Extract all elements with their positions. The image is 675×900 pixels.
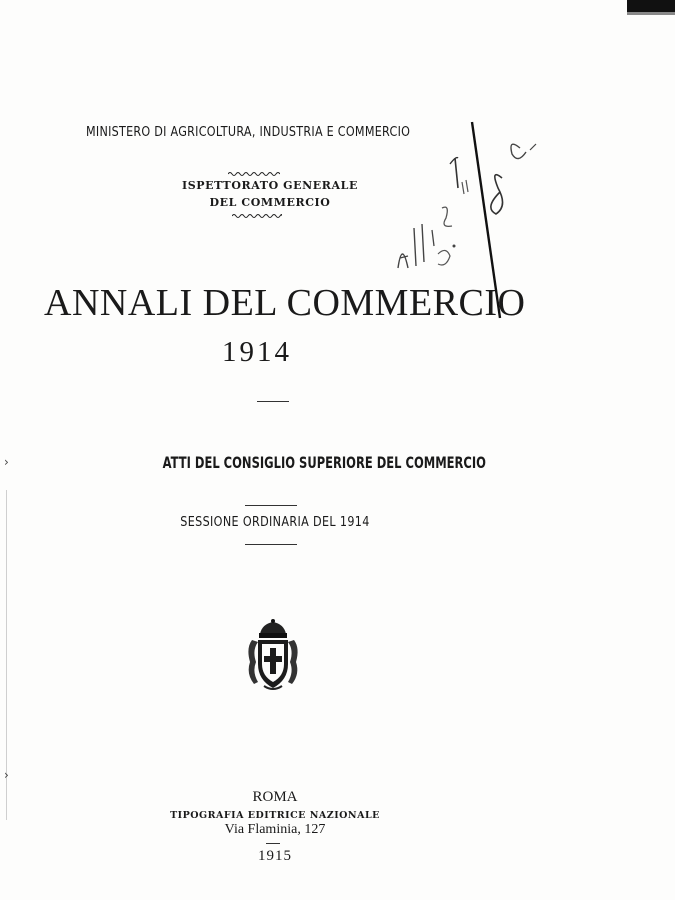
printer-name: TIPOGRAFIA EDITRICE NAZIONALE bbox=[170, 810, 380, 821]
acts-heading: ATTI DEL CONSIGLIO SUPERIORE DEL COMMERCIO bbox=[162, 453, 486, 472]
handwritten-note bbox=[380, 118, 540, 328]
divider-rule bbox=[257, 401, 289, 402]
inspectorate-line-2: DEL COMMERCIO bbox=[209, 196, 331, 209]
divider-rule bbox=[245, 505, 297, 506]
royal-coat-of-arms-icon bbox=[244, 618, 302, 692]
printer-address: Via Flaminia, 127 bbox=[224, 822, 326, 837]
inspectorate-line-1: ISPETTORATO GENERALE bbox=[182, 179, 358, 192]
margin-speck: › bbox=[4, 455, 9, 469]
wavy-divider bbox=[232, 212, 282, 220]
volume-year: 1914 bbox=[222, 336, 292, 368]
ministry-heading: MINISTERO DI AGRICOLTURA, INDUSTRIA E COMMERCIO bbox=[86, 125, 411, 140]
publication-year: 1915 bbox=[258, 848, 292, 864]
divider-rule bbox=[266, 843, 280, 844]
scan-corner-shadow bbox=[627, 12, 675, 15]
scan-corner-mark bbox=[627, 0, 675, 12]
session-heading: SESSIONE ORDINARIA DEL 1914 bbox=[180, 515, 370, 530]
publisher-city: ROMA bbox=[252, 789, 298, 805]
divider-rule bbox=[245, 544, 297, 545]
main-title: ANNALI DEL COMMERCIO bbox=[44, 282, 526, 324]
margin-speck: › bbox=[4, 768, 9, 782]
inspectorate-heading bbox=[120, 177, 420, 211]
